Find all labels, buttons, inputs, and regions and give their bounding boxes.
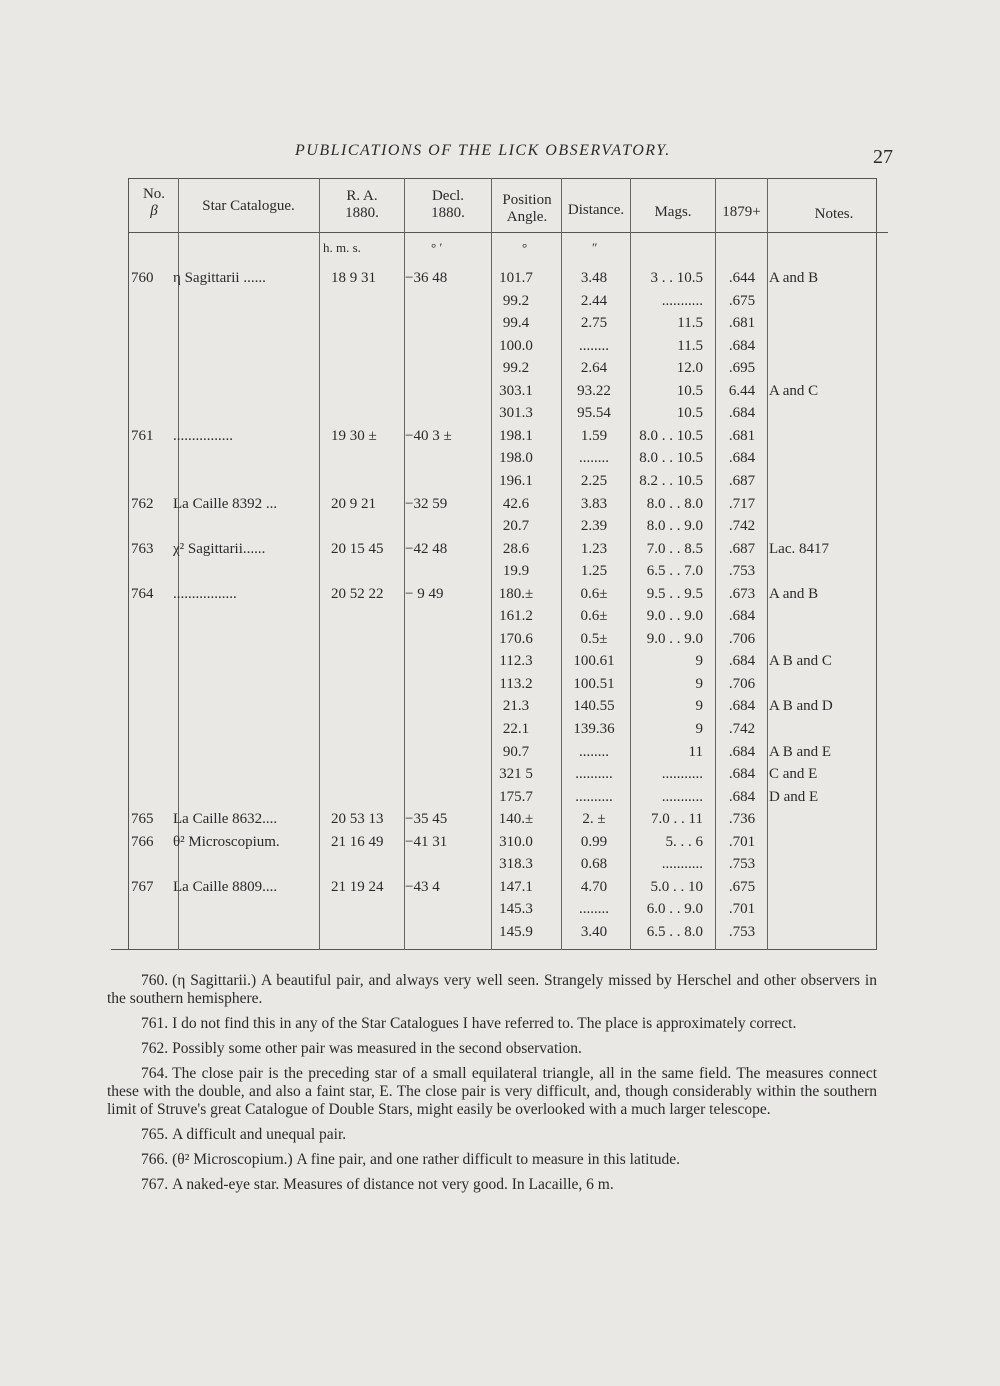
table-cell-pa: 20.7 bbox=[502, 518, 530, 535]
table-cell-dist: ........ bbox=[579, 450, 609, 467]
header-pa-label-2: Angle. bbox=[506, 209, 548, 225]
table-cell-mags: 6.0 . . 9.0 bbox=[646, 901, 703, 918]
table-cell-dist: 139.36 bbox=[573, 721, 615, 737]
col-sep-7 bbox=[715, 178, 716, 950]
table-cell-no: 763 bbox=[131, 540, 154, 557]
note-paragraph bbox=[107, 1176, 877, 1194]
table-cell-year: .701 bbox=[728, 833, 756, 850]
table-cell-no: 766 bbox=[131, 833, 154, 850]
header-decl-label: Decl. bbox=[431, 188, 465, 204]
table-cell-pa: 113.2 bbox=[499, 675, 533, 692]
table-cell-year: .687 bbox=[728, 472, 756, 489]
table-cell-mags: 9.5 . . 9.5 bbox=[646, 585, 703, 602]
table-cell-ra: 21 19 24 bbox=[331, 878, 384, 895]
note-paragraph bbox=[107, 1126, 877, 1144]
note-paragraph bbox=[107, 1040, 877, 1058]
table-cell-mags: 8.0 . . 10.5 bbox=[639, 450, 703, 467]
table-cell-year: .753 bbox=[728, 856, 756, 873]
header-decl bbox=[406, 188, 490, 222]
table-cell-pa: 145.3 bbox=[499, 901, 533, 918]
table-cell-pa: 28.6 bbox=[502, 540, 530, 557]
table-cell-year: .687 bbox=[728, 540, 756, 557]
table-cell-dist: 3.48 bbox=[580, 270, 608, 286]
table-cell-mags: ........... bbox=[661, 766, 703, 783]
table-cell-pa: 99.2 bbox=[502, 292, 530, 309]
note-text: Possibly some other pair was measured in the second observation. bbox=[172, 1040, 582, 1057]
note-text: A difficult and unequal pair. bbox=[172, 1126, 347, 1143]
table-cell-notes: A B and C bbox=[769, 653, 832, 670]
table-cell-mags: 9 bbox=[695, 653, 703, 670]
table-cell-pa: 112.3 bbox=[499, 653, 533, 670]
table-cell-decl: −36 48 bbox=[405, 270, 448, 286]
table-cell-year: .742 bbox=[728, 518, 756, 535]
table-cell-ra: 20 52 22 bbox=[331, 585, 384, 602]
table-cell-mags: 5.0 . . 10 bbox=[650, 878, 703, 895]
table-cell-dist: 3.83 bbox=[580, 495, 608, 512]
note-text: I do not find this in any of the Star Catalogues I have referred to. The place is approximately correct. bbox=[172, 1015, 797, 1032]
table-cell-dist: 2.39 bbox=[580, 518, 608, 535]
table-cell-year: .717 bbox=[728, 495, 756, 512]
table-cell-dist: 2. ± bbox=[582, 811, 606, 828]
note-paragraph bbox=[107, 1065, 877, 1119]
table-cell-mags: 8.0 . . 8.0 bbox=[646, 495, 703, 512]
table-left-rule bbox=[128, 178, 129, 950]
table-cell-dist: 140.55 bbox=[573, 698, 615, 715]
table-cell-no: 760 bbox=[131, 270, 154, 286]
units-decl: ° ′ bbox=[431, 240, 443, 255]
table-cell-pa: 100.0 bbox=[499, 337, 533, 354]
table-cell-pa: 303.1 bbox=[499, 382, 533, 399]
table-cell-dist: ........ bbox=[579, 337, 609, 354]
note-text: The close pair is the preceding star of a small equilateral triangle, all in the same field. The measures connect these with the double, and also a faint star, E. The close pair is very difficult, and, though considerably within the southern limit of Struve's great Catalogue of Double Stars, might easily be overlooked with a much larger telescope. bbox=[107, 1065, 877, 1118]
table-cell-year: .644 bbox=[728, 270, 756, 286]
table-cell-dist: ........ bbox=[579, 901, 609, 918]
table-cell-mags: 6.5 . . 8.0 bbox=[646, 923, 703, 940]
table-cell-mags: 3 . . 10.5 bbox=[650, 270, 703, 286]
table-cell-dist: 95.54 bbox=[577, 405, 611, 422]
note-number: 764. bbox=[141, 1065, 169, 1082]
header-star-catalogue: Star Catalogue. bbox=[202, 198, 295, 214]
table-cell-year: .675 bbox=[728, 292, 756, 309]
table-cell-pa: 99.2 bbox=[502, 360, 530, 377]
table-cell-mags: 11 bbox=[688, 743, 703, 760]
table-cell-pa: 310.0 bbox=[499, 833, 533, 850]
table-cell-pa: 101.7 bbox=[499, 270, 533, 286]
table-cell-mags: 10.5 bbox=[676, 405, 703, 422]
table-cell-year: .701 bbox=[728, 901, 756, 918]
table-header-rule bbox=[128, 232, 888, 233]
header-ra-label: R. A. bbox=[346, 188, 378, 204]
table-cell-mags: 8.0 . . 10.5 bbox=[639, 427, 703, 444]
header-year: 1879+ bbox=[722, 204, 761, 220]
table-cell-mags: 10.5 bbox=[676, 382, 703, 399]
table-cell-ra: 19 30 ± bbox=[331, 427, 377, 444]
col-sep-5 bbox=[561, 178, 562, 950]
table-cell-ra: 20 15 45 bbox=[331, 540, 384, 557]
header-pa-label: Position bbox=[502, 192, 552, 208]
table-cell-pa: 196.1 bbox=[499, 472, 533, 489]
table-cell-notes: A and B bbox=[769, 270, 819, 286]
table-right-rule bbox=[876, 178, 877, 950]
table-cell-year: .684 bbox=[728, 653, 756, 670]
table-cell-year: .684 bbox=[728, 337, 756, 354]
table-cell-ra: 20 9 21 bbox=[331, 495, 376, 512]
table-cell-pa: 180.± bbox=[498, 585, 534, 602]
table-cell-dist: 100.61 bbox=[573, 653, 615, 670]
table-cell-year: .753 bbox=[728, 923, 756, 940]
header-no-label: No. bbox=[142, 186, 166, 202]
note-text: (η Sagittarii.) A beautiful pair, and always very well seen. Strangely missed by Herschel and other observers in the southern hemisphere. bbox=[107, 972, 877, 1007]
table-cell-ra: 18 9 31 bbox=[331, 270, 376, 286]
header-position-angle bbox=[493, 192, 561, 226]
col-sep-2 bbox=[319, 178, 320, 950]
table-cell-star: ................. bbox=[173, 585, 237, 602]
table-cell-star: La Caille 8809.... bbox=[173, 878, 278, 895]
table-cell-decl: −42 48 bbox=[405, 540, 448, 557]
note-paragraph bbox=[107, 1151, 877, 1169]
page-number: 27 bbox=[873, 146, 893, 168]
table-cell-mags: 9 bbox=[695, 698, 703, 715]
table-cell-pa: 161.2 bbox=[499, 608, 533, 625]
note-number: 766. bbox=[141, 1151, 169, 1168]
table-cell-dist: 2.44 bbox=[580, 292, 608, 309]
table-cell-decl: −41 31 bbox=[405, 833, 448, 850]
table-cell-year: .681 bbox=[728, 427, 756, 444]
table-cell-pa: 301.3 bbox=[499, 405, 533, 422]
table-cell-pa: 321 5 bbox=[499, 766, 533, 783]
note-number: 762. bbox=[141, 1040, 169, 1057]
table-cell-decl: − 9 49 bbox=[405, 585, 444, 602]
table-cell-dist: 0.99 bbox=[580, 833, 608, 850]
table-cell-notes: A and C bbox=[769, 382, 819, 399]
table-cell-dist: .......... bbox=[575, 766, 613, 783]
double-star-table bbox=[111, 178, 877, 958]
table-cell-mags: 5. . . 6 bbox=[665, 833, 703, 850]
table-cell-dist: 1.23 bbox=[580, 540, 608, 557]
table-cell-year: .684 bbox=[728, 743, 756, 760]
header-decl-year: 1880. bbox=[431, 205, 465, 221]
table-cell-decl: −40 3 ± bbox=[405, 427, 452, 444]
table-cell-dist: 2.64 bbox=[580, 360, 608, 377]
table-cell-no: 761 bbox=[131, 427, 154, 444]
units-pa: ° bbox=[522, 240, 528, 255]
table-cell-year: .675 bbox=[728, 878, 756, 895]
note-number: 765. bbox=[141, 1126, 169, 1143]
table-cell-year: .684 bbox=[728, 766, 756, 783]
table-cell-pa: 147.1 bbox=[499, 878, 533, 895]
table-cell-year: .706 bbox=[728, 675, 756, 692]
table-cell-year: .753 bbox=[728, 563, 756, 580]
table-cell-dist: 0.6± bbox=[580, 608, 608, 625]
table-cell-year: .742 bbox=[728, 721, 756, 737]
table-cell-no: 765 bbox=[131, 811, 154, 828]
note-paragraph bbox=[107, 1015, 877, 1033]
table-top-rule bbox=[128, 178, 877, 179]
table-cell-mags: 7.0 . . 8.5 bbox=[646, 540, 703, 557]
table-cell-dist: 2.25 bbox=[580, 472, 608, 489]
table-cell-mags: 9 bbox=[695, 721, 703, 737]
table-cell-mags: ........... bbox=[661, 292, 703, 309]
table-cell-year: .706 bbox=[728, 630, 756, 647]
table-cell-pa: 19.9 bbox=[502, 563, 530, 580]
table-cell-ra: 21 16 49 bbox=[331, 833, 384, 850]
table-cell-notes: A B and D bbox=[769, 698, 833, 715]
table-cell-mags: 7.0 . . 11 bbox=[651, 811, 703, 828]
page-header bbox=[0, 140, 1000, 170]
table-cell-mags: 11.5 bbox=[677, 315, 703, 332]
table-cell-dist: ........ bbox=[579, 743, 609, 760]
units-dist: ″ bbox=[592, 240, 598, 255]
table-cell-star: χ² Sagittarii...... bbox=[173, 540, 266, 557]
notes-section bbox=[107, 972, 877, 1201]
table-cell-dist: 4.70 bbox=[580, 878, 608, 895]
header-mags: Mags. bbox=[654, 204, 692, 220]
table-cell-dist: 0.6± bbox=[580, 585, 608, 602]
header-ra bbox=[321, 188, 403, 222]
running-title: PUBLICATIONS OF THE LICK OBSERVATORY. bbox=[295, 142, 671, 159]
table-cell-mags: ........... bbox=[661, 788, 703, 805]
table-cell-pa: 145.9 bbox=[499, 923, 533, 940]
table-cell-dist: 3.40 bbox=[580, 923, 608, 940]
table-cell-year: .684 bbox=[728, 788, 756, 805]
note-text: (θ² Microscopium.) A fine pair, and one rather difficult to measure in this latitude. bbox=[172, 1151, 681, 1168]
table-cell-no: 767 bbox=[131, 878, 154, 895]
table-cell-dist: 1.25 bbox=[580, 563, 608, 580]
table-cell-year: .695 bbox=[728, 360, 756, 377]
note-text: A naked-eye star. Measures of distance not very good. In Lacaille, 6 m. bbox=[172, 1176, 614, 1193]
table-cell-pa: 140.± bbox=[498, 811, 534, 828]
table-cell-pa: 170.6 bbox=[499, 630, 533, 647]
table-cell-mags: 8.0 . . 9.0 bbox=[646, 518, 703, 535]
header-no-symbol: β bbox=[150, 203, 158, 219]
note-paragraph bbox=[107, 972, 877, 1008]
table-cell-mags: 11.5 bbox=[677, 337, 703, 354]
table-cell-pa: 22.1 bbox=[502, 721, 530, 737]
table-cell-notes: A and B bbox=[769, 585, 819, 602]
table-cell-year: .684 bbox=[728, 698, 756, 715]
table-cell-dist: 100.51 bbox=[573, 675, 615, 692]
table-cell-pa: 21.3 bbox=[502, 698, 530, 715]
table-cell-decl: −35 45 bbox=[405, 811, 448, 828]
table-cell-year: 6.44 bbox=[728, 382, 756, 399]
table-cell-pa: 90.7 bbox=[502, 743, 530, 760]
table-cell-pa: 198.0 bbox=[499, 450, 533, 467]
table-cell-notes: C and E bbox=[769, 766, 818, 783]
table-cell-pa: 42.6 bbox=[502, 495, 530, 512]
note-number: 761. bbox=[141, 1015, 169, 1032]
table-cell-mags: 12.0 bbox=[676, 360, 703, 377]
table-cell-no: 762 bbox=[131, 495, 154, 512]
table-cell-star: η Sagittarii ...... bbox=[173, 270, 266, 286]
table-cell-dist: 0.68 bbox=[580, 856, 608, 873]
table-bottom-rule bbox=[111, 949, 877, 950]
table-cell-pa: 175.7 bbox=[499, 788, 533, 805]
table-cell-mags: ........... bbox=[661, 856, 703, 873]
table-cell-notes: A B and E bbox=[769, 743, 832, 760]
table-cell-dist: 2.75 bbox=[580, 315, 608, 332]
header-no bbox=[133, 186, 175, 220]
table-cell-mags: 8.2 . . 10.5 bbox=[639, 472, 703, 489]
table-cell-mags: 9 bbox=[695, 675, 703, 692]
table-cell-notes: Lac. 8417 bbox=[769, 540, 829, 557]
table-cell-dist: 0.5± bbox=[580, 630, 608, 647]
table-cell-dist: .......... bbox=[575, 788, 613, 805]
table-cell-year: .736 bbox=[728, 811, 756, 828]
note-number: 760. bbox=[141, 972, 169, 989]
table-cell-year: .684 bbox=[728, 450, 756, 467]
header-notes: Notes. bbox=[814, 206, 854, 222]
table-cell-star: La Caille 8392 ... bbox=[173, 495, 278, 512]
col-sep-8 bbox=[767, 178, 768, 950]
table-cell-mags: 9.0 . . 9.0 bbox=[646, 630, 703, 647]
table-cell-star: ................ bbox=[173, 427, 233, 444]
table-cell-pa: 318.3 bbox=[499, 856, 533, 873]
table-cell-decl: −43 4 bbox=[405, 878, 440, 895]
table-cell-decl: −32 59 bbox=[405, 495, 448, 512]
table-cell-star: θ² Microscopium. bbox=[173, 833, 280, 850]
header-distance: Distance. bbox=[567, 202, 625, 218]
table-cell-year: .684 bbox=[728, 405, 756, 422]
table-cell-year: .673 bbox=[728, 585, 756, 602]
table-cell-year: .684 bbox=[728, 608, 756, 625]
units-ra: h. m. s. bbox=[323, 240, 361, 255]
table-cell-star: La Caille 8632.... bbox=[173, 811, 278, 828]
header-ra-year: 1880. bbox=[345, 205, 379, 221]
table-cell-mags: 6.5 . . 7.0 bbox=[646, 563, 703, 580]
table-cell-dist: 93.22 bbox=[577, 382, 611, 399]
table-cell-mags: 9.0 . . 9.0 bbox=[646, 608, 703, 625]
table-cell-dist: 1.59 bbox=[580, 427, 608, 444]
note-number: 767. bbox=[141, 1176, 169, 1193]
table-cell-pa: 99.4 bbox=[502, 315, 530, 332]
table-cell-notes: D and E bbox=[769, 788, 819, 805]
table-cell-ra: 20 53 13 bbox=[331, 811, 384, 828]
table-cell-no: 764 bbox=[131, 585, 154, 602]
table-cell-year: .681 bbox=[728, 315, 756, 332]
table-cell-pa: 198.1 bbox=[499, 427, 533, 444]
